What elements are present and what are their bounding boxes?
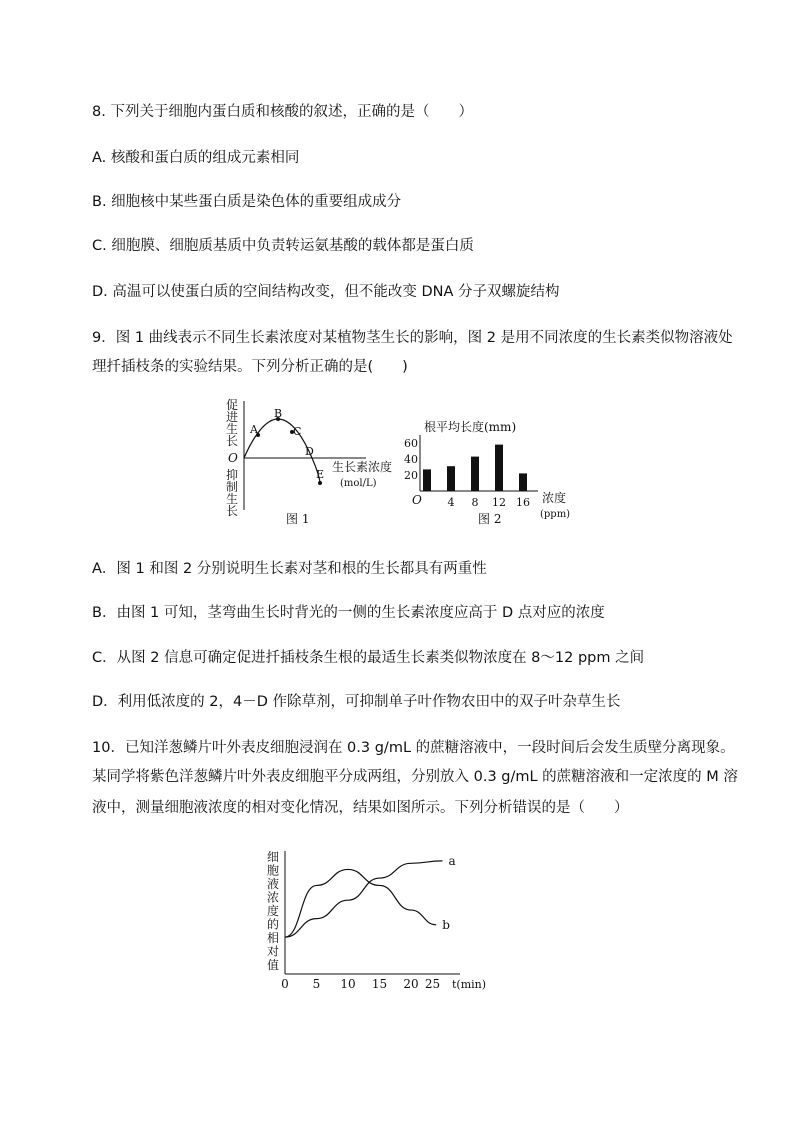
fig3-ylabel-char: 度 — [267, 904, 280, 918]
fig2-bar — [471, 457, 479, 491]
fig3-ylabel-char: 胞 — [267, 863, 280, 878]
fig3-ylabel-char: 液 — [267, 877, 280, 891]
fig3-ylabel-char: 细 — [267, 850, 280, 864]
q9-option-b: B．由图 1 可知，茎弯曲生长时背光的一侧的生长素浓度应高于 D 点对应的浓度 — [92, 605, 605, 621]
q8-option-b: B. 细胞核中某些蛋白质是染色体的重要组成成分 — [92, 194, 402, 210]
fig3-x-tick: 25 — [424, 977, 441, 991]
q9-option-d: D．利用低浓度的 2，4－D 作除草剂，可抑制单子叶作物农田中的双子叶杂草生长 — [92, 694, 621, 710]
fig2-y-tick: 60 — [404, 437, 418, 450]
q9-option-a: A．图 1 和图 2 分别说明生长素对茎和根的生长都具有两重性 — [92, 561, 487, 577]
fig1-ylabel-top-1: 进 — [226, 410, 239, 424]
fig3-x-tick: 10 — [340, 977, 356, 991]
fig1-label-b: B — [274, 407, 283, 420]
figure-1 — [220, 395, 410, 530]
q8-stem: 8. 下列关于细胞内蛋白质和核酸的叙述，正确的是（ ） — [92, 104, 473, 120]
fig1-ylabel-bottom-0: 抑 — [226, 468, 239, 482]
fig1-label-d: D — [305, 445, 314, 458]
fig2-ylabel: 根平均长度(mm) — [424, 420, 517, 434]
fig2-bar — [495, 445, 503, 491]
fig1-label-a: A — [250, 423, 258, 436]
fig2-y-tick: 20 — [404, 469, 418, 482]
fig3-series-label-b: b — [442, 917, 450, 932]
fig2-xunit: (ppm) — [540, 509, 571, 520]
fig3-ylabel-char: 的 — [267, 917, 280, 932]
fig2-x-tick: 16 — [516, 496, 530, 509]
fig1-label-c: C — [293, 425, 302, 438]
fig2-bar — [423, 469, 431, 491]
fig1-ylabel-bottom-2: 生 — [226, 492, 239, 506]
fig1-xlabel: 生长素浓度 — [332, 460, 393, 474]
q8-option-d: D. 高温可以使蛋白质的空间结构改变，但不能改变 DNA 分子双螺旋结构 — [92, 284, 560, 300]
fig3-x-tick: 15 — [371, 977, 388, 991]
q9-stem-line1: 9．图 1 曲线表示不同生长素浓度对某植物茎生长的影响，图 2 是用不同浓度的生长素类似物溶液处 — [92, 330, 733, 346]
fig2-origin-label: O — [412, 493, 422, 507]
fig3-x-tick: 5 — [312, 977, 321, 991]
q9-stem-line2: 理扦插枝条的实验结果。下列分析正确的是( ) — [92, 359, 408, 375]
fig1-ylabel-top-3: 长 — [226, 434, 239, 448]
fig3-x-tick: 0 — [281, 977, 289, 991]
fig2-x-tick: 12 — [492, 496, 506, 509]
figure-3 — [262, 846, 502, 996]
fig2-x-tick: 4 — [447, 496, 455, 509]
q10-stem-line2: 某同学将紫色洋葱鳞片叶外表皮细胞平分成两组，分别放入 0.3 g/mL 的蔗糖溶液和一定浓度的 M 溶 — [92, 769, 738, 785]
fig3-series-label-a: a — [448, 853, 456, 868]
fig1-label-e: E — [316, 468, 325, 481]
fig3-series-b — [285, 869, 436, 937]
q10-stem-line3: 液中，测量细胞液浓度的相对变化情况，结果如图所示。下列分析错误的是（ ） — [92, 800, 629, 816]
fig3-ylabel-char: 对 — [267, 944, 280, 959]
fig2-y-tick: 40 — [404, 453, 418, 466]
fig1-xunit: (mol/L) — [340, 478, 377, 489]
fig3-xlabel: t(min) — [452, 978, 487, 991]
fig2-xlabel: 浓度 — [542, 491, 567, 505]
fig1-ylabel-top-2: 生 — [226, 422, 239, 436]
fig3-ylabel-char: 浓 — [267, 890, 280, 905]
fig2-bar — [519, 473, 527, 491]
fig1-origin-label: O — [228, 451, 238, 465]
q10-stem-line1: 10．已知洋葱鳞片叶外表皮细胞浸润在 0.3 g/mL 的蔗糖溶液中，一段时间后会发生质壁分离现象。 — [92, 740, 735, 756]
fig2-caption: 图 2 — [478, 512, 502, 526]
q8-option-a: A. 核酸和蛋白质的组成元素相同 — [92, 150, 300, 166]
q9-option-c: C．从图 2 信息可确定促进扦插枝条生根的最适生长素类似物浓度在 8～12 ppm 之间 — [92, 650, 645, 666]
fig3-x-tick: 20 — [403, 977, 419, 991]
fig1-point-e — [318, 481, 322, 485]
fig2-bar — [447, 466, 455, 491]
fig1-ylabel-bottom-3: 长 — [226, 504, 239, 518]
fig3-series-a — [285, 861, 443, 937]
fig3-ylabel-char: 相 — [267, 931, 280, 945]
figure-2 — [404, 415, 582, 527]
q8-option-c: C. 细胞膜、细胞质基质中负责转运氨基酸的载体都是蛋白质 — [92, 238, 474, 254]
fig1-ylabel-bottom-1: 制 — [226, 480, 239, 494]
fig1-ylabel-top-0: 促 — [226, 398, 239, 412]
fig1-caption: 图 1 — [286, 512, 310, 526]
fig2-x-tick: 8 — [471, 496, 479, 509]
fig3-ylabel-char: 值 — [267, 958, 280, 972]
